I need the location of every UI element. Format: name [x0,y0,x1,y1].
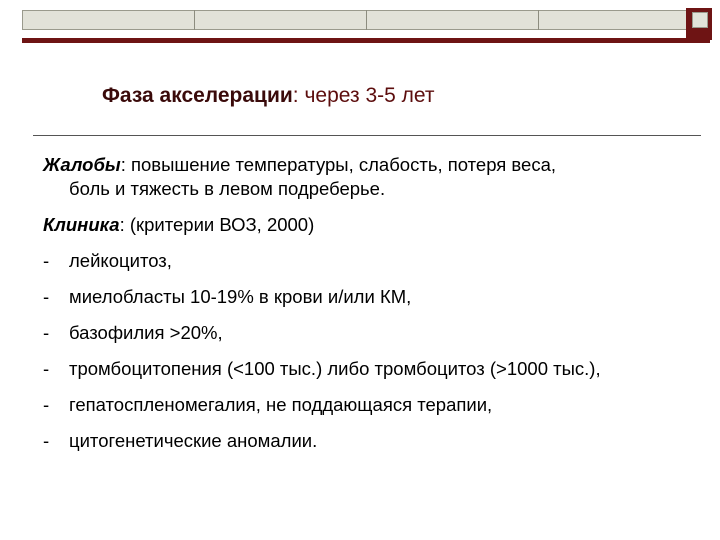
title-bold: Фаза акселерации [102,84,293,107]
bullet-dash: - [43,322,50,343]
list-item-text: гепатоспленомегалия, не поддающаяся терапии, [69,394,493,415]
list-item [43,357,683,381]
complaints-text: : повышение температуры, слабость, потеря веса, [120,154,557,175]
bullet-dash: - [43,358,50,379]
clinic-paragraph [43,213,683,237]
list-item-text: цитогенетические аномалии. [69,430,318,451]
criteria-list [43,249,683,453]
slide-content [43,153,683,465]
list-item-text: базофилия >20%, [69,322,223,343]
complaints-text-2: боль и тяжесть в левом подреберье. [69,178,386,199]
clinic-text: : (критерии ВОЗ, 2000) [119,214,315,235]
list-item [43,249,683,273]
accent-line [22,38,710,43]
corner-square [692,12,708,28]
band-separator [194,10,195,30]
title-rest: : через 3-5 лет [292,84,435,107]
list-item [43,285,683,309]
complaints-label: Жалобы [43,154,121,175]
list-item [43,429,683,453]
list-item [43,393,683,417]
complaints-paragraph [43,153,683,201]
decorative-top-bar [22,10,710,43]
list-item-text: миелобласты 10-19% в крови и/или КМ, [69,286,412,307]
title-divider [33,135,701,136]
clinic-label: Клиника [43,214,120,235]
bullet-dash: - [43,286,50,307]
list-item [43,321,683,345]
bullet-dash: - [43,394,50,415]
list-item-text: тромбоцитопения (<100 тыс.) либо тромбоцитоз (>1000 тыс.), [69,358,601,379]
bullet-dash: - [43,430,50,451]
band-separator [538,10,539,30]
band-separator [366,10,367,30]
bullet-dash: - [43,250,50,271]
slide-title [102,84,435,108]
list-item-text: лейкоцитоз, [69,250,172,271]
